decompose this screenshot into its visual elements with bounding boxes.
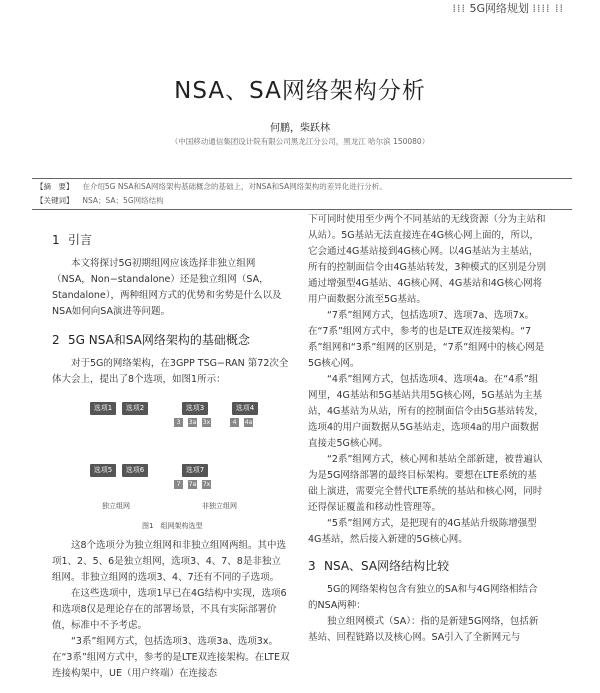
option-3x-sub: 3x: [202, 419, 211, 426]
option-2-box: 选项2: [122, 402, 148, 415]
section-header: [452, 0, 564, 16]
option-4-sub: 4: [230, 418, 239, 427]
section-1-number: 1: [52, 233, 60, 247]
keywords-row: [36, 195, 164, 206]
article-title: NSA、SA网络架构分析: [174, 78, 426, 104]
option-7-box: 选项7: [182, 464, 208, 477]
header-bars-right: ⁞⁞⁞⁞ ⁞⁞: [532, 2, 564, 15]
option-1-box: 选项1: [90, 402, 116, 415]
section-3-heading: [308, 558, 546, 574]
intro-paragraph: 本文将探讨5G初期组网应该选择非独立组网（NSA，Non−standalone）还是独立组网（SA，Standalone），两种组网方式的优势和劣势是什么以及NSA如何向SA演进等问题。: [52, 258, 282, 317]
option-7a-sub: 7a: [188, 481, 197, 488]
comparison-intro-paragraph: 5G的网络架构包含有独立的SA和与4G网络相结合的NSA两种：: [308, 584, 538, 611]
dual-connectivity-paragraph: 下可同时使用至少两个不同基站的无线资源（分为主站和从站）。5G基站无法直接连在4G核心网上面的，所以，它会通过4G基站接到4G核心网。以4G基站为主基站，所有的控制面信令由4G基站转发，3种模式的区别是分别通过增强型4G基站、4G核心网、4G基站和4G核心网将用户面数据分流至5G基站。: [308, 214, 546, 305]
options-deployment-paragraph: 在这些选项中，选项1早已在4G结构中实现，选项6和选项8仅是理论存在的部署场景，不具有实际部署价值，标准中不予考虑。: [52, 588, 287, 631]
option-3a-sub: 3a: [188, 419, 197, 426]
option-5-paragraph: “5系”组网方式，是把现有的4G基站升级陈增强型4G基站，然后接入新建的5G核心网。: [308, 518, 537, 545]
section-3-title: NSA、SA网络结构比较: [324, 559, 450, 573]
option-3-box: 选项3: [182, 402, 208, 415]
header-section-name: 5G网络规划: [469, 2, 530, 15]
label-standalone: 独立组网: [102, 502, 130, 510]
header-bars-left: ⁞⁞⁞: [452, 2, 466, 15]
option-7-sub: 7: [174, 480, 183, 489]
section-1-title: 引言: [68, 233, 93, 247]
keywords-text: NSA；SA；5G网络结构: [82, 196, 164, 205]
right-column: [308, 212, 546, 646]
sa-mode-paragraph: 独立组网模式（SA）：指的是新建5G网络，包括新基站、回程链路以及核心网。SA引入了全新网元与: [308, 616, 539, 643]
option-4a-sub: 4a: [244, 419, 253, 426]
option-4-paragraph: “4系”组网方式，包括选项4、选项4a。在“4系”组网里，4G基站和5G基站共用5G核心网，5G基站为主基站，4G基站为从站，所有的控制面信令由5G基站转发，选项4的用户面数据从5G基站走，选项4a的用户面数据直接走5G核心网。: [308, 374, 544, 449]
label-non-standalone: 非独立组网: [202, 502, 237, 510]
option-2-paragraph: “2系”组网方式，核心网和基站全部新建，被普遍认为是5G网络部署的最终目标架构。要想在LTE系统的基础上演进，需要完全替代LTE系统的基站和核心网，同时还得保证覆盖和移动性管理等。: [308, 454, 543, 513]
option-5-box: 选项5: [90, 464, 116, 477]
section-2-heading: [52, 332, 290, 348]
abstract-text: 在介绍5G NSA和SA网络架构基础概念的基础上，对NSA和SA网络架构的差异化进行分析。: [82, 182, 387, 191]
keywords-tag: 【关键词】: [36, 196, 74, 205]
section-3-number: 3: [308, 559, 316, 573]
section-1-heading: [52, 232, 290, 248]
option-3-paragraph: “3系”组网方式，包括选项3、选项3a、选项3x。在“3系”组网方式中，参考的是LTE双连接架构。在LTE双连接构架中，UE（用户终端）在连接态: [52, 636, 290, 679]
option-4-box: 选项4: [232, 402, 258, 415]
article-authors: 何鹏，柴跃林: [270, 123, 330, 134]
option-7-paragraph: “7系”组网方式，包括选项7、选项7a、选项7x。在“7系”组网方式中，参考的也是LTE双连接架构。“7系”组网和“3系”组网的区别是，“7系”组网中的核心网是5G核心网。: [308, 310, 545, 369]
section-2-title: 5G NSA和SA网络架构的基础概念: [68, 333, 250, 347]
abstract-tag: 【摘 要】: [36, 182, 74, 191]
option-6-box: 选项6: [122, 464, 148, 477]
abstract-box: [32, 178, 572, 210]
architecture-intro-paragraph: 对于5G的网络架构，在3GPP TSG−RAN 第72次全体大会上，提出了8个选项，如图1所示：: [52, 358, 289, 385]
option-3-sub: 3: [174, 418, 183, 427]
left-column: [52, 222, 290, 682]
abstract-row: [36, 181, 387, 192]
section-2-number: 2: [52, 333, 60, 347]
article-affiliation: （中国移动通信集团设计院有限公司黑龙江分公司，黑龙江 哈尔滨 150080）: [170, 137, 430, 146]
options-grouping-paragraph: 这8个选项分为独立组网和非独立组网两组。其中选项1、2、5、6是独立组网，选项3、4、7、8是非独立组网。非独立组网的选项3、4、7还有不同的子选项。: [52, 540, 287, 583]
figure-1-caption: 图1 组网架构选型: [142, 522, 203, 530]
option-7x-sub: 7x: [202, 481, 211, 488]
figure-1: [52, 394, 290, 534]
